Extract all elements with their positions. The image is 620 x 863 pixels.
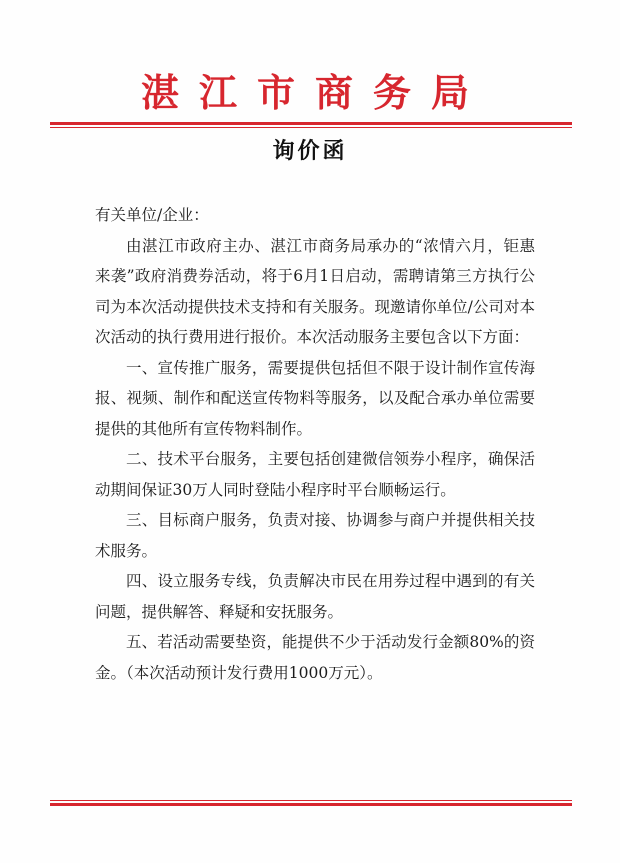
- letterhead-red-rule-thick: [50, 122, 572, 125]
- footer-red-rule-thick: [50, 803, 572, 806]
- letterhead-red-rule-thin: [50, 127, 572, 128]
- intro-paragraph: 由湛江市政府主办、湛江市商务局承办的“浓情六月，钜惠来袭”政府消费券活动，将于6月1日启动，需聘请第三方执行公司为本次活动提供技术支持和有关服务。现邀请你单位/公司对本次活动的执行费用进行报价。本次活动服务主要包含以下方面：: [95, 236, 535, 346]
- document-body: [95, 200, 535, 688]
- service-item-publicity: 一、宣传推广服务，需要提供包括但不限于设计制作宣传海报、视频、制作和配送宣传物料等服务，以及配合承办单位需要提供的其他所有宣传物料制作。: [95, 358, 535, 438]
- salutation: 有关单位/企业：: [95, 206, 209, 224]
- letterhead-organization-name: 湛江市商务局: [140, 70, 489, 115]
- service-item-hotline: 四、设立服务专线，负责解决市民在用券过程中遇到的有关问题，提供解答、释疑和安抚服务。: [95, 572, 535, 621]
- service-item-advance-funding: 五、若活动需要垫资，能提供不少于活动发行金额80%的资金。（本次活动预计发行费用1000万元）。: [95, 633, 535, 682]
- document-title: 询价函: [272, 138, 348, 164]
- footer-red-rule-thin: [50, 800, 572, 801]
- service-item-merchant: 三、目标商户服务，负责对接、协调参与商户并提供相关技术服务。: [95, 511, 535, 560]
- service-item-tech-platform: 二、技术平台服务，主要包括创建微信领券小程序，确保活动期间保证30万人同时登陆小程序时平台顺畅运行。: [95, 450, 535, 499]
